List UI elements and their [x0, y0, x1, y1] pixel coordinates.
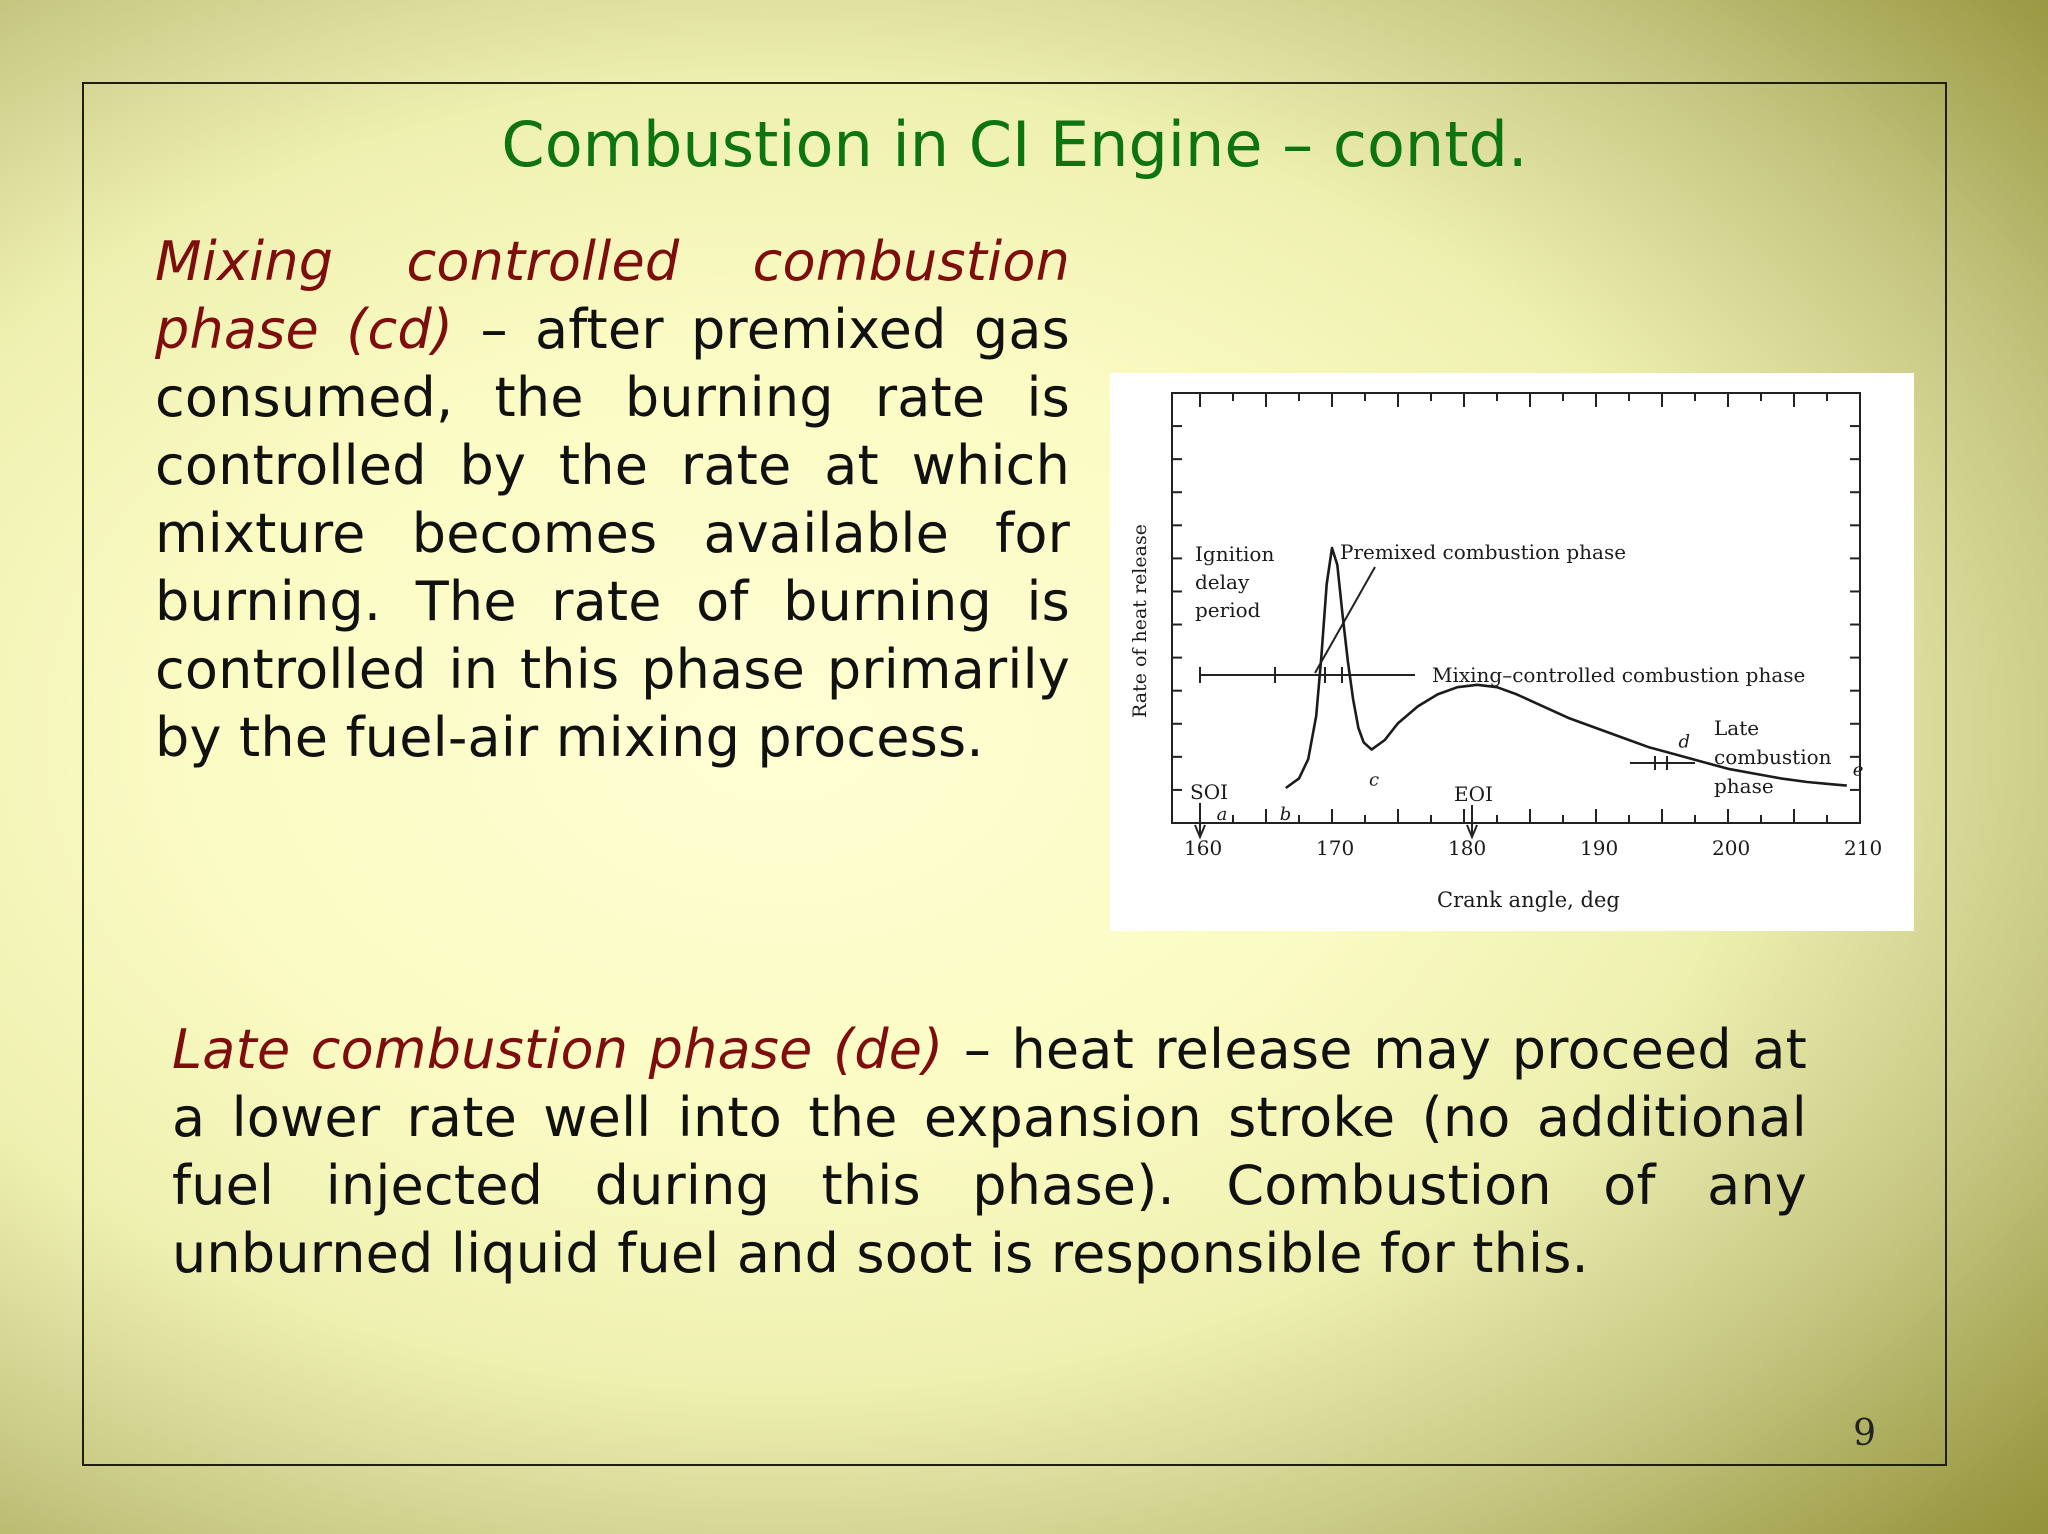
point-label-a: a: [1216, 804, 1228, 825]
late-phase-term: Late combustion phase (de): [172, 1018, 944, 1081]
late-label-2: combustion: [1714, 745, 1832, 769]
late-phase-paragraph: [172, 1016, 1807, 1288]
chart-ticks: [1172, 393, 1882, 860]
ignition-label-3: period: [1195, 598, 1261, 622]
ignition-label-1: Ignition: [1195, 542, 1275, 566]
point-label-c: c: [1368, 769, 1380, 791]
x-tick-label: 180: [1448, 836, 1487, 860]
mixing-phase-term: Mixing controlled combustion phase (cd): [155, 230, 1070, 361]
x-tick-label: 210: [1844, 836, 1883, 860]
soi-label: SOI: [1190, 780, 1228, 804]
x-tick-label: 190: [1580, 836, 1619, 860]
point-label-d: d: [1678, 731, 1690, 753]
x-tick-label: 170: [1316, 836, 1355, 860]
late-phase-description: heat release may proceed at a lower rate well into the expansion stroke (no additional fuel injected during this phase). Combustion of any unburned liquid fuel and soot is responsible for this.: [172, 1018, 1807, 1285]
mixing-phase-description: after premixed gas consumed, the burning rate is controlled by the rate at which mixture becomes available for burning. The rate of burning is controlled in this phase primarily by the fuel-air mixing process.: [155, 298, 1070, 769]
premixed-label: Premixed combustion phase: [1340, 540, 1627, 564]
eoi-label: EOI: [1454, 782, 1493, 806]
slide-title: Combustion in CI Engine – contd.: [501, 108, 1528, 181]
mixing-label: Mixing–controlled combustion phase: [1432, 663, 1806, 687]
heat-release-figure: [1110, 373, 1914, 931]
x-tick-label: 160: [1184, 836, 1223, 860]
x-axis-label: Crank angle, deg: [1437, 888, 1620, 912]
x-tick-label: 200: [1712, 836, 1751, 860]
mixing-phase-paragraph: [155, 228, 1070, 772]
late-label-3: phase: [1714, 774, 1774, 798]
dash: –: [943, 1018, 1012, 1081]
point-label-e: e: [1852, 759, 1864, 781]
ignition-label-2: delay: [1195, 570, 1250, 594]
dash: –: [453, 298, 535, 361]
y-axis-label: Rate of heat release: [1129, 524, 1151, 718]
heat-release-chart: [1110, 373, 1914, 931]
point-label-b: b: [1279, 804, 1292, 825]
late-label-1: Late: [1714, 716, 1760, 740]
page-number: 9: [1853, 1413, 1876, 1454]
